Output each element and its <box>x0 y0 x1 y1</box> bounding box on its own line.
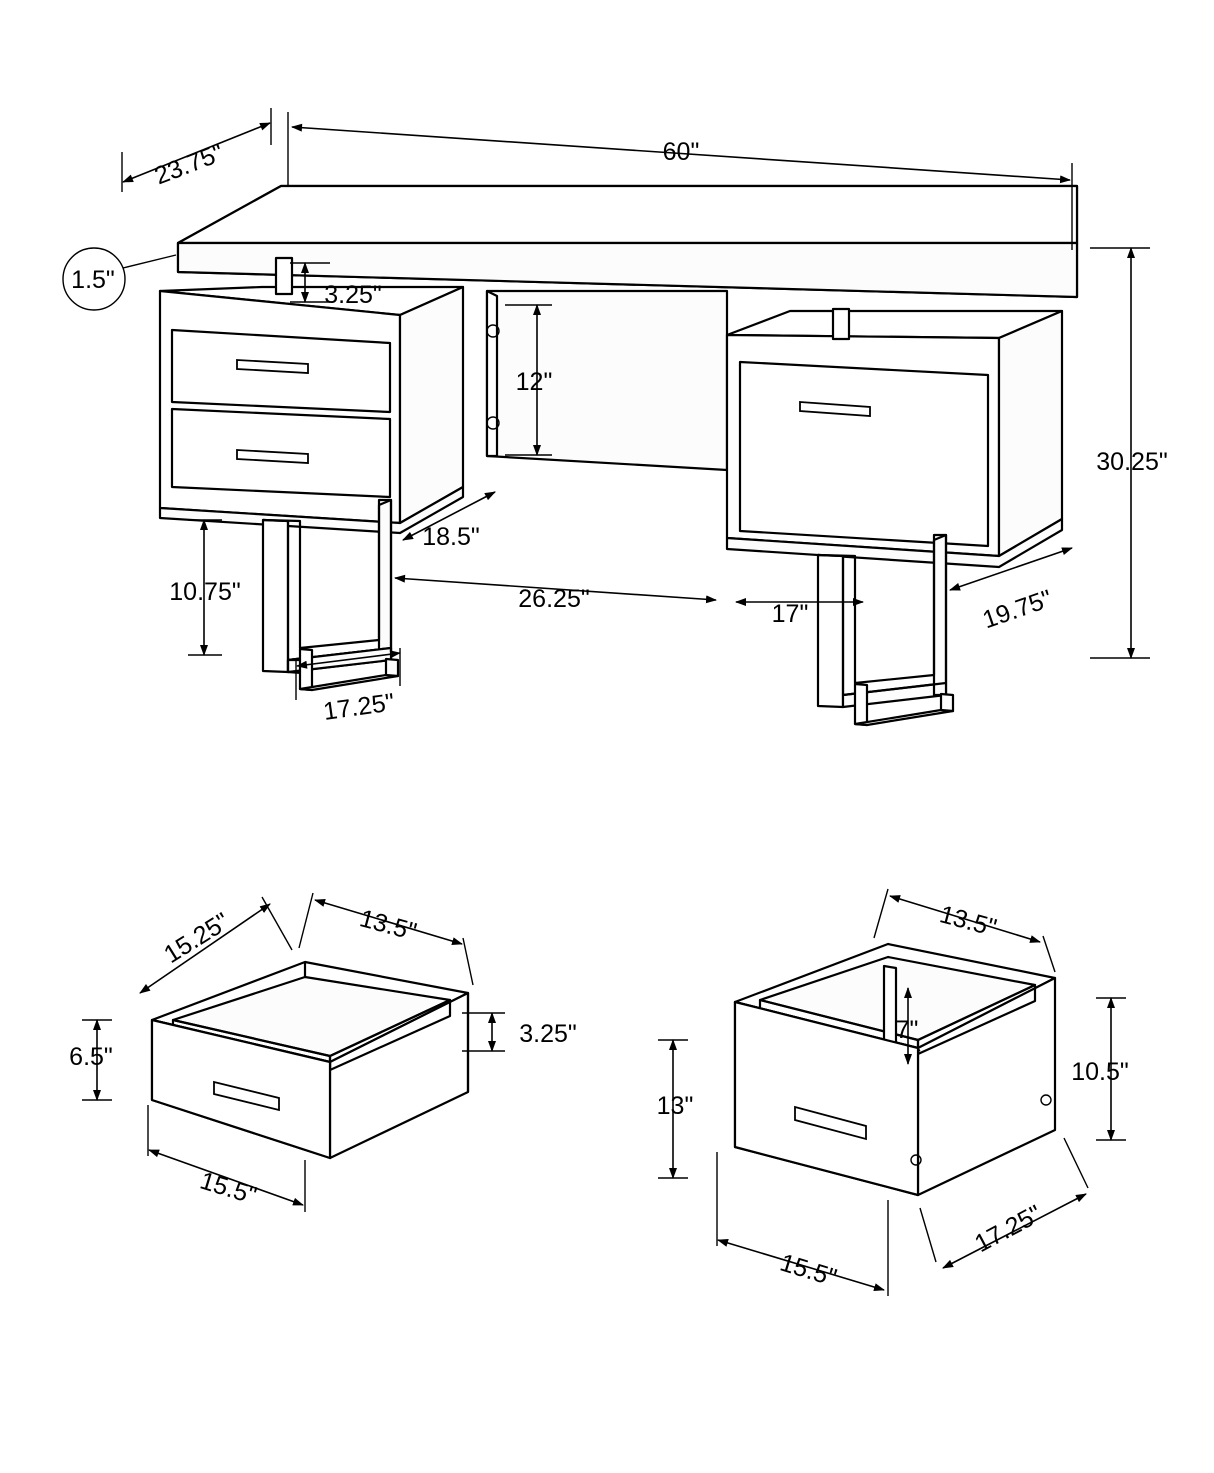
dimension-label-6-5: 6.5" <box>69 1043 113 1071</box>
dimension-label-18-5: 18.5" <box>422 523 480 551</box>
dimension-label-10-5: 10.5" <box>1071 1058 1129 1086</box>
right-cabinet <box>727 311 1062 567</box>
dimension-label-15-5-large: 15.5" <box>776 1248 840 1293</box>
dimension-label-60: 60" <box>662 138 700 166</box>
small-drawer-view <box>82 893 505 1212</box>
dimension-label-3-25-top: 3.25" <box>324 281 382 309</box>
dimension-label-17-25-left: 17.25" <box>321 688 397 726</box>
dimension-label-3-25-small: 3.25" <box>519 1020 577 1048</box>
dimension-label-13: 13" <box>656 1092 694 1120</box>
large-drawer-view <box>658 889 1126 1296</box>
dimension-label-23-75: 23.75" <box>150 138 228 191</box>
dimension-label-7: 7" <box>895 1016 919 1044</box>
dimension-label-15-25: 15.25" <box>159 907 235 970</box>
dimension-label-26-25: 26.25" <box>518 585 590 613</box>
dimension-label-17: 17" <box>771 600 809 628</box>
dimension-label-13-5-small: 13.5" <box>356 904 420 947</box>
dimension-label-10-75: 10.75" <box>169 578 241 606</box>
dimension-label-13-5-large: 13.5" <box>936 900 1000 943</box>
dimension-label-19-75: 19.75" <box>979 584 1056 635</box>
dimension-label-30-25: 30.25" <box>1096 448 1168 476</box>
dimension-label-1-5: 1.5" <box>71 266 115 294</box>
left-cabinet <box>160 287 463 533</box>
dimension-label-12: 12" <box>515 368 553 396</box>
dimension-label-15-5-small: 15.5" <box>196 1166 260 1211</box>
desk-top <box>178 186 1077 297</box>
dimension-label-17-25-large: 17.25" <box>970 1199 1047 1259</box>
